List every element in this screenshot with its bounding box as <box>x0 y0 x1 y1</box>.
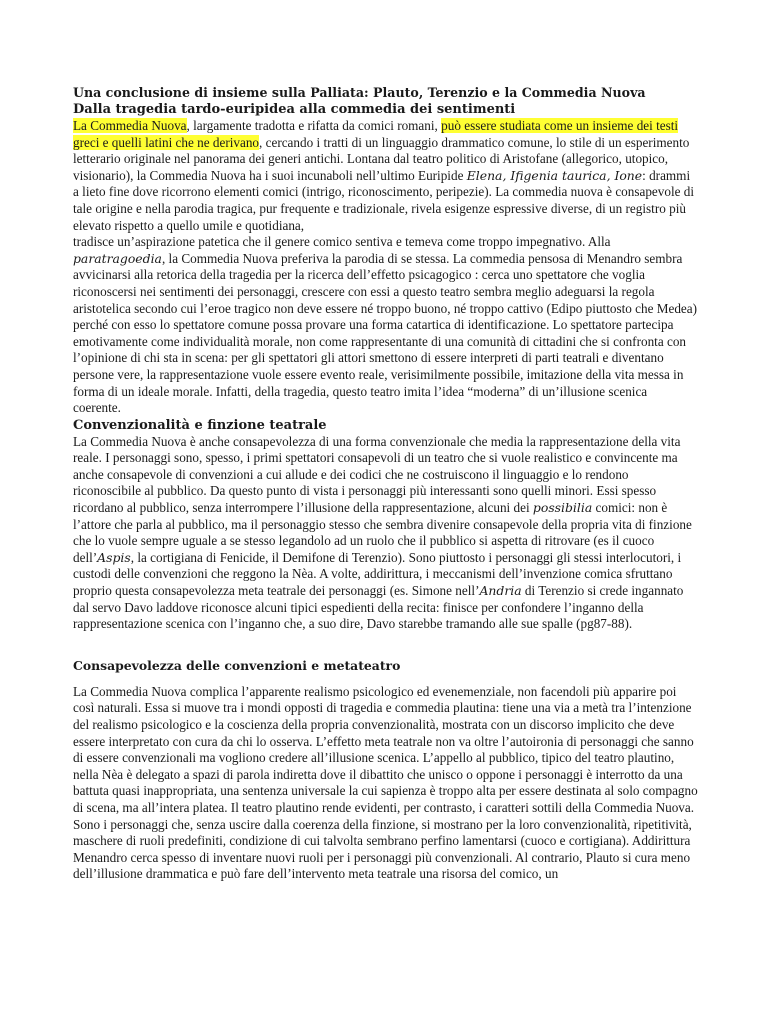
italic-term: possibilia <box>532 500 593 516</box>
highlighted-text: può essere studiata come un insieme dei testi greci e quelli latini che ne derivano <box>73 118 679 150</box>
document-title: Una conclusione di insieme sulla Palliata: Plauto, Terenzio e la Commedia Nuova <box>73 85 646 100</box>
paragraph-text: di Terenzio si crede ingannato dal servo Davo laddove riconosce alcuni tipici espedienti della recita: finisce per confondere l’inganno della rappresentazione scenica con l’inganno che, a suo dire, Davo starebbe tramando alle sue spalle (pg87-88). <box>73 583 684 632</box>
paragraph-text: , largamente tradotta e rifatta da comici romani, <box>186 118 442 133</box>
paragraph-text: La Commedia Nuova è anche consapevolezza di una forma convenzionale che media la rappresentazione della vita reale. I personaggi sono, spesso, i primi spettatori consapevoli di un teatro che si vuole realistico e convincente ma anche consapevole di convenzioni a cui allude e dei codici che ne costruiscono il linguaggio e lo rendono riconoscibile al pubblico. Da questo punto di vista i personaggi più interessanti sono quelli minori. Essi spesso ricordano al pubblico, senza interrompere l’illusione della rappresentazione, alcuni dei <box>73 433 681 516</box>
document-page <box>73 84 698 883</box>
highlighted-text: La Commedia Nuova <box>73 118 187 133</box>
paragraph-text: , cercando i tratti di un linguaggio drammatico comune, lo stile di un esperimento letterario originale nel panorama dei generi antichi. Lontana dal teatro politico di Aristofane (allegorico, utopico, visionario), la Commedia Nuova ha i suoi incunaboli nell’ultimo Euripide <box>73 134 690 183</box>
paragraph-text: tradisce un’aspirazione patetica che il genere comico sentiva e temeva come troppo impegnativo. Alla <box>73 234 611 250</box>
italic-title: Andria <box>479 583 522 599</box>
paragraph-convenzionalita <box>73 434 698 633</box>
section-heading-metateatro: Consapevolezza delle convenzioni e metateatro <box>73 657 401 673</box>
paragraph-text: comici: non è l’attore che parla al pubblico, ma il personaggio stesso che sembra divenire consapevole della propria vita di finzione che lo vuole sempre uguale a se stesso legandolo ad un ruolo che il pubblico si aspetta di ritrovare (es il cuoco dell’ <box>73 500 692 565</box>
italic-title: Aspis <box>97 549 131 565</box>
section-heading-convenzionalita: Convenzionalità e finzione teatrale <box>73 417 327 433</box>
document-subtitle: Dalla tragedia tardo-euripidea alla commedia dei sentimenti <box>73 102 516 117</box>
paragraph-text: , la Commedia Nuova preferiva la parodia di se stessa. La commedia pensosa di Menandro sembra avvicinarsi alla retorica della tragedia per la ricerca dell’effetto psicagogico : cerca uno spettatore che voglia riconoscersi nei sentimenti dei personaggi, crescere con essi a questo teatro sembra meglio adeguarsi la regola aristotelica secondo cui l’eroe tragico non deve essere né troppo buono, né troppo cattivo (Edipo piuttosto che Medea) perché con esso lo spettatore comune possa provare una forma catartica di identificazione. Lo spettatore partecipa emotivamente come individualità morale, non come rappresentante di una comunità di cittadini che si confronta con l’opinione di chi sta in scena: per gli spettatori gli attori smettono di essere interpreti di parti teatrali e diventano persone vere, la rappresentazione vuole essere evento reale, verisimilmente possibile, imitazione della vita messa in forma di un ideale morale. Infatti, della tragedia, questo teatro imita l’idea “moderna” di un’illusione scenica coerente. <box>73 250 698 416</box>
paragraph-text: : drammi a lieto fine dove ricorrono elementi comici (intrigo, riconoscimento, peripezie). La commedia nuova è consapevole di tale origine e nella parodia tragica, pur frequente e tradizionale, rivela esigenze espressive diverse, di un registro più elevato rispetto a quello umile e quotidiana, <box>73 167 695 233</box>
paragraph-paratragoedia <box>73 234 698 417</box>
paragraph-metateatro: La Commedia Nuova complica l’apparente realismo psicologico ed evenemenziale, non facendoli più apparire poi così naturali. Essa si muove tra i mondi opposti di tragedia e commedia plautina: tiene una via a metà tra l’intenzione del realismo psicologico e la coscienza della propria convenzionalità, mostrata con un discorso implicito che deve essere interpretato con cura da chi lo osserva. L’effetto meta teatrale non va oltre l’autoironia di personaggi che sanno di essere convenzionali ma vogliono credere all’illusione scenica. L’appello al pubblico, tipico del teatro plautino, nella Nèa è delegato a spazi di parola indiretta dove il dibattito che unisco o oppone i personaggi è interrotto da una battuta quasi inappropriata, una sentenza universale la cui sapienza è troppo alta per essere destinata al solo compagno di scena, ma all’intera platea. Il teatro plautino rende evidenti, per contrasto, i caratteri sottili della Commedia Nuova. Sono i personaggi che, senza uscire dalla coerenza della finzione, si mostrano per la loro convenzionalità, ripetitività, maschere di ruoli predefiniti, condizione di cui talvolta sembrano perfino lamentarsi (cuoco e cortigiana). Addirittura Menandro cerca spesso di inventare nuovi ruoli per i personaggi più convenzionali. Al contrario, Plauto si cura meno dell’illusione drammatica e può fare dell’intervento meta teatrale una risorsa del comico, un <box>73 683 698 882</box>
italic-title: Elena, Ifigenia taurica, Ione <box>466 167 643 183</box>
paragraph-intro <box>73 118 698 234</box>
italic-term: paratragoedia <box>73 250 162 266</box>
paragraph-text: , la cortigiana di Fenicide, il Demifone di Terenzio). Sono piuttosto i personaggi gli stessi interlocutori, i custodi delle convenzioni che reggono la Nèa. A volte, addirittura, i meccanismi dell’invenzione comica sfruttano proprio questa consapevolezza meta teatrale dei personaggi (es. Simone nell’ <box>73 549 682 599</box>
